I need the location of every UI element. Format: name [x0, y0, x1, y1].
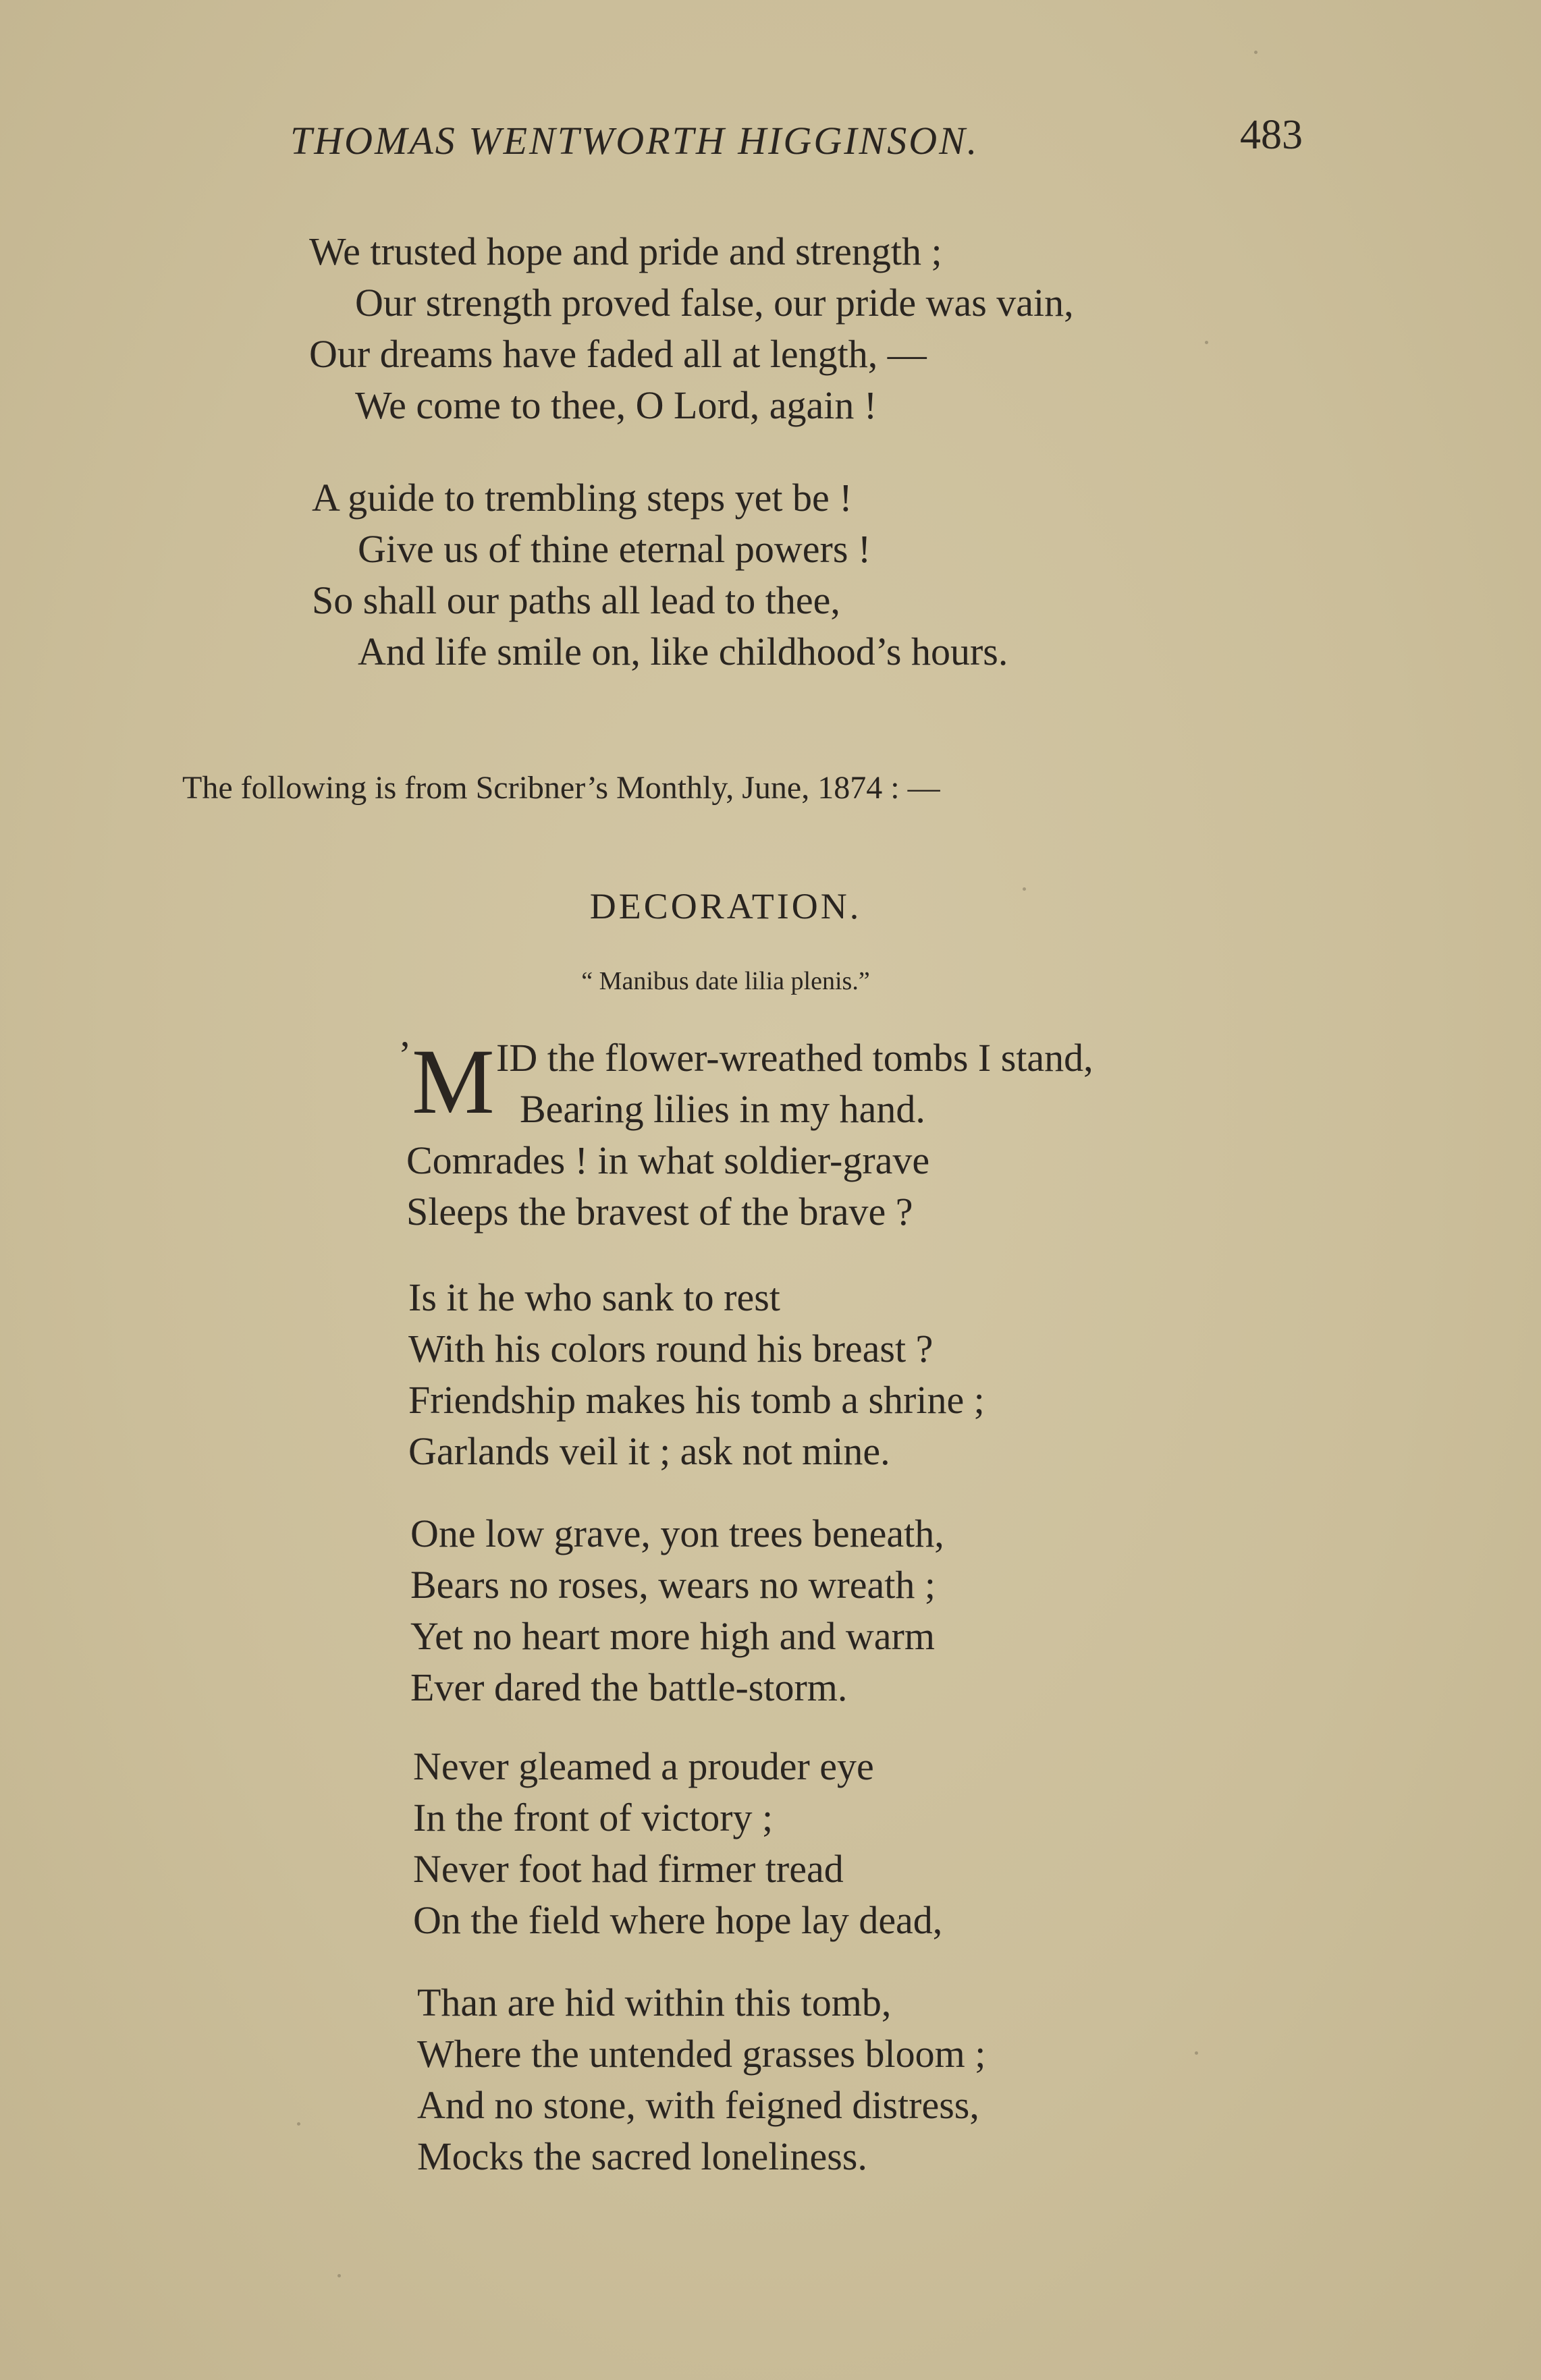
verse-line: So shall our paths all lead to thee,	[312, 578, 840, 622]
source-note: The following is from Scribner’s Monthly, June, 1874 : —	[182, 770, 940, 806]
verse-line: Friendship makes his tomb a shrine ;	[408, 1378, 985, 1422]
verse-line: Ever dared the battle-storm.	[410, 1665, 848, 1709]
paper-speck	[1023, 887, 1026, 891]
verse-line: Is it he who sank to rest	[408, 1275, 780, 1319]
paper-speck	[1205, 341, 1208, 344]
paper-speck	[337, 2274, 341, 2277]
verse-line: And no stone, with feigned distress,	[417, 2083, 979, 2127]
verse-line: Never gleamed a prouder eye	[413, 1744, 874, 1788]
poem-stanza-1	[398, 1030, 1093, 1238]
running-head: THOMAS WENTWORTH HIGGINSON.	[290, 119, 979, 163]
verse-line: We trusted hope and pride and strength ;	[309, 229, 942, 273]
poem-stanza-4	[413, 1741, 942, 1946]
verse-line: A guide to trembling steps yet be !	[312, 476, 853, 520]
verse-line: Garlands veil it ; ask not mine.	[408, 1429, 890, 1473]
hymn-stanza-1	[309, 226, 1074, 431]
page-number: 483	[1240, 112, 1303, 158]
poem-title: DECORATION.	[589, 886, 862, 926]
verse-line: Where the untended grasses bloom ;	[417, 2032, 986, 2076]
apostrophe: ’	[398, 1033, 412, 1077]
poem-stanza-5	[417, 1977, 985, 2182]
verse-line: Comrades ! in what soldier-grave	[406, 1138, 930, 1182]
verse-line: Give us of thine eternal powers !	[358, 527, 871, 571]
hymn-stanza-2	[312, 472, 1008, 677]
verse-line: ID the flower-wreathed tombs I stand,	[496, 1036, 1093, 1080]
paper-speck	[1254, 51, 1258, 54]
page-header	[290, 111, 1303, 179]
verse-line: Sleeps the bravest of the brave ?	[406, 1190, 913, 1234]
verse-line: And life smile on, like childhood’s hours.	[358, 630, 1008, 673]
verse-line: Yet no heart more high and warm	[410, 1614, 935, 1658]
verse-line: Bearing lilies in my hand.	[520, 1087, 925, 1131]
poem-stanza-3	[410, 1508, 944, 1713]
verse-line: One low grave, yon trees beneath,	[410, 1512, 944, 1555]
verse-line: Mocks the sacred loneliness.	[417, 2134, 867, 2178]
verse-line: With his colors round his breast ?	[408, 1327, 934, 1371]
verse-line: On the field where hope lay dead,	[413, 1898, 943, 1942]
verse-line: Than are hid within this tomb,	[417, 1981, 892, 2024]
poem-epigraph: “ Manibus date lilia plenis.”	[581, 967, 870, 995]
paper-speck	[1195, 2051, 1198, 2055]
paper-speck	[297, 2122, 300, 2126]
verse-line: Bears no roses, wears no wreath ;	[410, 1563, 936, 1607]
verse-line: In the front of victory ;	[413, 1796, 774, 1839]
poem-stanza-2	[408, 1272, 985, 1477]
drop-cap: M	[412, 1030, 495, 1133]
verse-line: Never foot had firmer tread	[413, 1847, 844, 1891]
verse-line: Our strength proved false, our pride was vain,	[355, 281, 1074, 325]
verse-line: Our dreams have faded all at length, —	[309, 332, 927, 376]
verse-line: We come to thee, O Lord, again !	[355, 383, 877, 427]
